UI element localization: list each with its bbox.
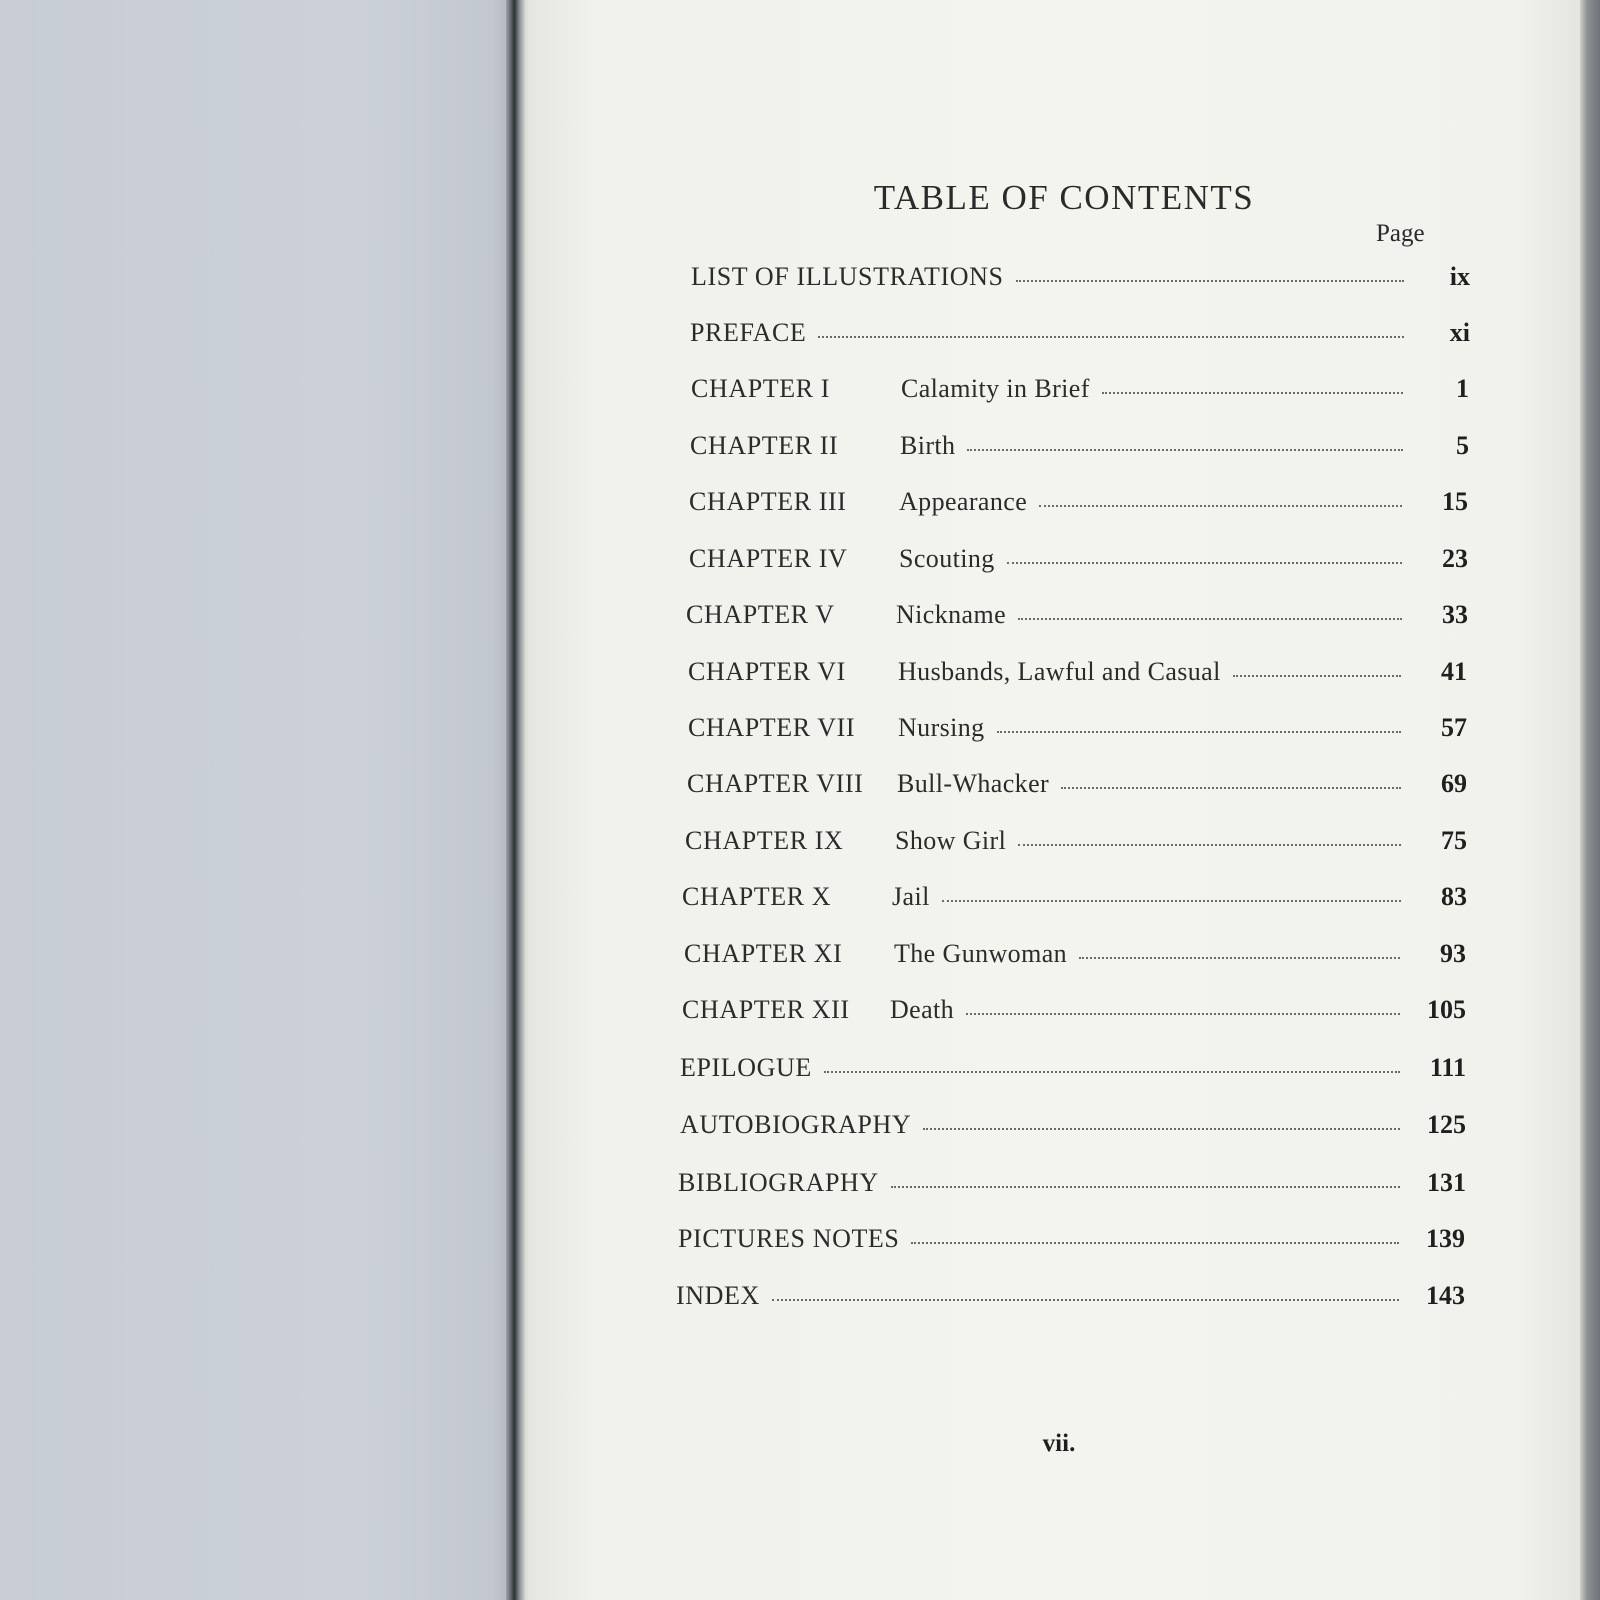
chapter-title: Nickname [896, 600, 1007, 629]
page-edge-shadow [1580, 0, 1600, 1600]
toc-entry-page: 139 [1426, 1224, 1465, 1253]
left-blank-page [0, 0, 512, 1600]
dot-leader [911, 1242, 1399, 1244]
dot-leader [1016, 280, 1404, 282]
toc-entry-page: xi [1449, 318, 1470, 347]
toc-entry-page: 69 [1441, 769, 1467, 798]
page-column-heading: Page [1376, 220, 1425, 247]
toc-entry [528, 1281, 1580, 1337]
toc-entry-label: PICTURES NOTES [678, 1224, 900, 1253]
chapter-title: Show Girl [895, 826, 1007, 855]
toc-chapter-entry [528, 713, 1580, 769]
toc-chapter-entry [528, 600, 1580, 656]
chapter-number: CHAPTER VII [688, 713, 856, 742]
chapter-number: CHAPTER II [690, 431, 839, 460]
toc-chapter-entry [528, 882, 1580, 938]
dot-leader [1102, 392, 1403, 394]
chapter-title: Death [890, 995, 955, 1024]
toc-entry-page: 57 [1441, 713, 1467, 742]
toc-entry-page: 15 [1442, 487, 1468, 516]
toc-entry-label: AUTOBIOGRAPHY [680, 1110, 912, 1139]
toc-entry-label: EPILOGUE [680, 1053, 812, 1082]
chapter-number: CHAPTER V [686, 600, 835, 629]
chapter-number: CHAPTER XII [682, 995, 850, 1024]
toc-entry-page: 111 [1429, 1053, 1466, 1082]
chapter-number: CHAPTER IV [689, 544, 848, 573]
chapter-title: Calamity in Brief [901, 374, 1090, 403]
toc-entry-label: PREFACE [690, 318, 807, 347]
toc-entry-label: INDEX [676, 1281, 760, 1310]
toc-chapter-entry [528, 939, 1580, 995]
page-folio-number: vii. [1042, 1430, 1076, 1457]
toc-entry [528, 262, 1580, 318]
dot-leader [1039, 505, 1402, 507]
toc-entry [528, 1224, 1580, 1280]
toc-entry-page: 83 [1441, 882, 1467, 911]
toc-entry-page: 143 [1426, 1281, 1465, 1310]
chapter-number: CHAPTER X [682, 882, 832, 911]
chapter-number: CHAPTER IX [685, 826, 844, 855]
chapter-number: CHAPTER VI [688, 657, 846, 686]
toc-entry [528, 1053, 1580, 1109]
dot-leader [1061, 787, 1401, 789]
toc-chapter-entry [528, 995, 1580, 1051]
chapter-title: Bull-Whacker [897, 769, 1050, 798]
toc-chapter-entry [528, 544, 1580, 600]
dot-leader [1079, 957, 1400, 959]
dot-leader [772, 1299, 1399, 1301]
chapter-title: Nursing [898, 713, 985, 742]
toc-entry-label: LIST OF ILLUSTRATIONS [691, 262, 1004, 291]
toc-entry-page: ix [1449, 262, 1470, 291]
toc-entry-label: BIBLIOGRAPHY [678, 1168, 879, 1197]
toc-chapter-entry [528, 826, 1580, 882]
toc-entry-page: 131 [1427, 1168, 1466, 1197]
toc-entry-page: 1 [1456, 374, 1469, 403]
toc-entry-page: 33 [1442, 600, 1468, 629]
toc-chapter-entry [528, 374, 1580, 430]
dot-leader [967, 449, 1403, 451]
toc-entry [528, 318, 1580, 374]
toc-entry-page: 23 [1442, 544, 1468, 573]
dot-leader [923, 1128, 1400, 1130]
toc-entry [528, 1110, 1580, 1166]
chapter-title: The Gunwoman [894, 939, 1068, 968]
toc-chapter-entry [528, 657, 1580, 713]
dot-leader [891, 1186, 1400, 1188]
toc-chapter-entry [528, 487, 1580, 543]
toc-entry [528, 1168, 1580, 1224]
toc-entry-page: 125 [1427, 1110, 1466, 1139]
toc-entry-page: 5 [1456, 431, 1469, 460]
chapter-number: CHAPTER I [691, 374, 831, 403]
toc-entry-page: 75 [1441, 826, 1467, 855]
chapter-title: Jail [892, 882, 930, 911]
toc-entry-page: 93 [1440, 939, 1466, 968]
chapter-title: Appearance [899, 487, 1028, 516]
toc-chapter-entry [528, 431, 1580, 487]
toc-title: TABLE OF CONTENTS [873, 178, 1255, 217]
dot-leader [1007, 562, 1402, 564]
dot-leader [818, 336, 1404, 338]
dot-leader [1018, 844, 1401, 846]
chapter-title: Scouting [899, 544, 995, 573]
dot-leader [997, 731, 1401, 733]
toc-chapter-entry [528, 769, 1580, 825]
contents-page [528, 0, 1580, 1600]
toc-entry-page: 105 [1427, 995, 1466, 1024]
dot-leader [1233, 675, 1401, 677]
chapter-number: CHAPTER VIII [687, 769, 864, 798]
chapter-title: Husbands, Lawful and Casual [898, 657, 1221, 686]
chapter-number: CHAPTER III [689, 487, 847, 516]
toc-entry-page: 41 [1441, 657, 1467, 686]
chapter-number: CHAPTER XI [684, 939, 843, 968]
dot-leader [1018, 618, 1402, 620]
dot-leader [966, 1013, 1400, 1015]
dot-leader [824, 1071, 1400, 1073]
chapter-title: Birth [900, 431, 956, 460]
dot-leader [942, 900, 1401, 902]
